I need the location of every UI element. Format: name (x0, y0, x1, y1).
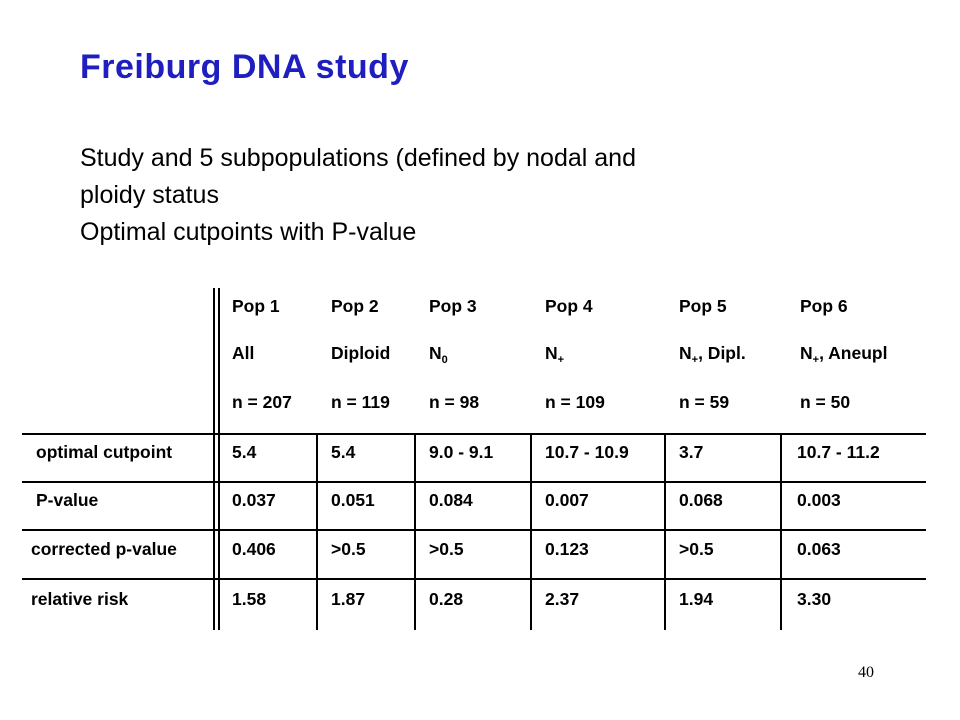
group-name: N (800, 343, 813, 363)
table-divider-horizontal (22, 433, 926, 435)
subtitle-line: ploidy status (80, 181, 219, 209)
column-header-group (679, 343, 746, 366)
table-cell: 0.007 (545, 490, 589, 510)
table-cell: 3.30 (797, 589, 832, 609)
table-cell: 9.0 - 9.1 (429, 442, 494, 462)
table-cell: 0.068 (679, 490, 723, 510)
column-header-n: n = 98 (429, 392, 480, 412)
column-header-pop: Pop 2 (331, 296, 379, 316)
group-name: N (545, 343, 558, 363)
table-divider-vertical (414, 434, 416, 630)
column-header-group (545, 343, 564, 366)
column-header-n: n = 50 (800, 392, 851, 412)
table-cell: 0.063 (797, 539, 841, 559)
table-divider-horizontal (22, 481, 926, 483)
column-header-group (429, 343, 448, 366)
table-cell: 1.58 (232, 589, 267, 609)
table-cell: 0.037 (232, 490, 276, 510)
table-cell: 0.123 (545, 539, 589, 559)
table-cell: 0.406 (232, 539, 276, 559)
page-number: 40 (858, 664, 874, 681)
row-label: relative risk (31, 589, 129, 609)
table-cell: 10.7 - 11.2 (797, 442, 880, 462)
column-header-pop: Pop 1 (232, 296, 280, 316)
table-cell: 5.4 (232, 442, 257, 462)
table-cell: 1.87 (331, 589, 366, 609)
column-header-group (331, 343, 390, 366)
table-divider-horizontal (22, 578, 926, 580)
table-cell: 0.051 (331, 490, 375, 510)
table-cell: 3.7 (679, 442, 704, 462)
group-subscript: + (812, 354, 820, 366)
group-name: Diploid (331, 343, 391, 363)
group-subscript: 0 (441, 354, 448, 366)
table-cell: 0.28 (429, 589, 464, 609)
subtitle-line: Optimal cutpoints with P-value (80, 218, 417, 246)
table-divider-vertical (780, 434, 782, 630)
group-subscript: + (691, 354, 699, 366)
table-divider-vertical (664, 434, 666, 630)
row-label: P-value (36, 490, 99, 510)
table-cell: 1.94 (679, 589, 714, 609)
column-header-n: n = 59 (679, 392, 730, 412)
column-header-pop: Pop 3 (429, 296, 477, 316)
column-header-pop: Pop 5 (679, 296, 727, 316)
column-header-n: n = 207 (232, 392, 292, 412)
group-name: All (232, 343, 255, 363)
table-cell: >0.5 (331, 539, 366, 559)
slide-title: Freiburg DNA study (80, 48, 409, 86)
table-cell: 5.4 (331, 442, 356, 462)
table-cell: 2.37 (545, 589, 580, 609)
table-cell: >0.5 (679, 539, 714, 559)
group-name: N (679, 343, 692, 363)
table-cell: 0.084 (429, 490, 473, 510)
table-cell: 0.003 (797, 490, 841, 510)
column-header-n: n = 119 (331, 392, 390, 412)
table-divider-horizontal (22, 529, 926, 531)
group-name: N (429, 343, 442, 363)
table-cell: >0.5 (429, 539, 464, 559)
table-cell: 10.7 - 10.9 (545, 442, 629, 462)
row-label: corrected p-value (31, 539, 177, 559)
column-header-n: n = 109 (545, 392, 605, 412)
column-header-pop: Pop 6 (800, 296, 848, 316)
column-header-pop: Pop 4 (545, 296, 593, 316)
group-suffix: , Dipl. (698, 343, 746, 363)
group-suffix: , Aneupl (819, 343, 888, 363)
subtitle-line: Study and 5 subpopulations (defined by nodal and (80, 144, 636, 172)
column-header-group (800, 343, 887, 366)
table-divider-vertical (316, 434, 318, 630)
table-divider-vertical (530, 434, 532, 630)
column-header-group (232, 343, 254, 366)
row-label: optimal cutpoint (36, 442, 173, 462)
group-subscript: + (557, 354, 565, 366)
